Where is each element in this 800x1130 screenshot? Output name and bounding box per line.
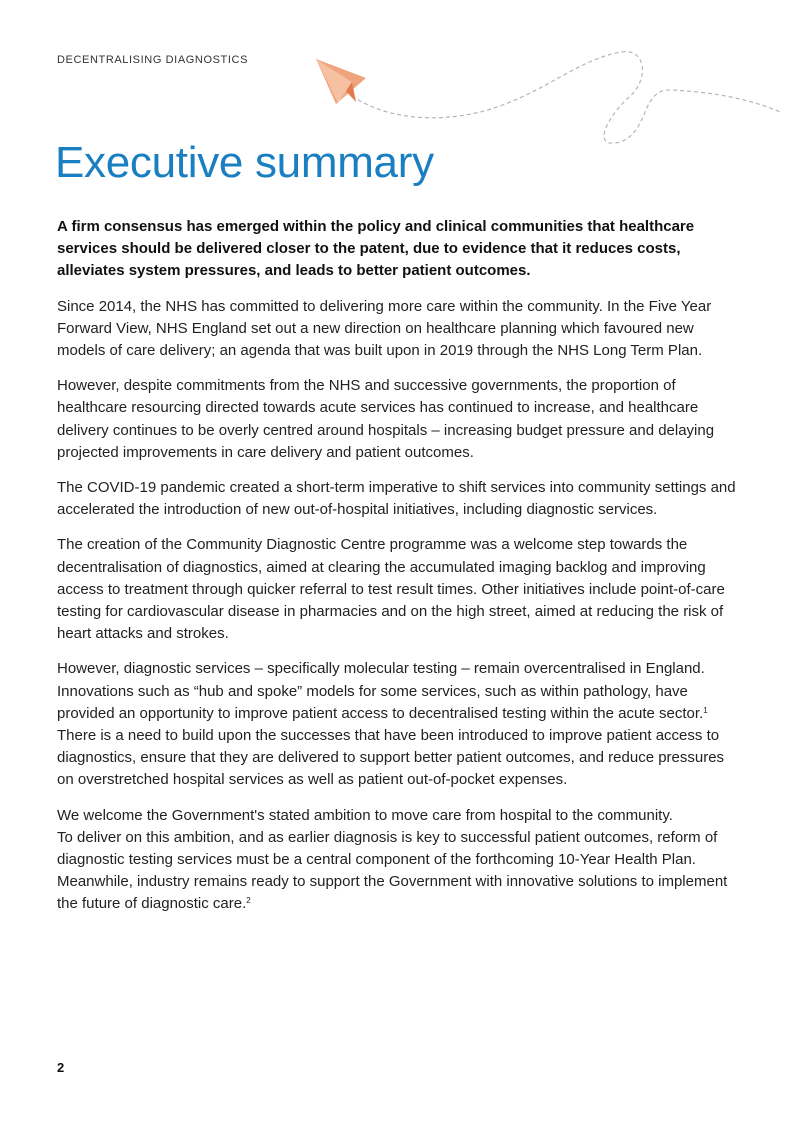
paragraph: The creation of the Community Diagnostic Centre programme was a welcome step towards the decentralisation of diagnostics, aimed at clearing the accumulated imaging backlog and improving access to treatment through quicker referral to test result times. Other initiatives include point-of-care testing for cardiovascular disease in pharmacies and on the high street, aimed at reducing the risk of heart attacks and strokes.	[57, 536, 725, 643]
paper-plane-decoration	[300, 40, 790, 150]
paragraph	[57, 658, 737, 791]
paragraph-text: However, diagnostic services – specifically molecular testing – remain overcentralised in England. Innovations such as “hub and spoke” models for some services, such as within pathology, have provided an opportunity to improve patient access to decentralised testing within the acute sector.	[57, 660, 705, 722]
page-title: Executive summary	[55, 138, 434, 187]
running-header: DECENTRALISING DIAGNOSTICS	[57, 54, 249, 66]
paragraph-text: We welcome the Government's stated ambition to move care from hospital to the community.	[57, 806, 673, 824]
dashed-flight-trail	[352, 52, 780, 144]
paper-plane-icon	[316, 59, 366, 104]
paragraph	[57, 805, 737, 916]
paragraph-text: To deliver on this ambition, and as earlier diagnosis is key to successful patient outcomes, reform of diagnostic testing services must be a central component of the forthcoming 10-Year Health Plan.	[57, 828, 718, 869]
paragraph: The COVID-19 pandemic created a short-term imperative to shift services into community settings and accelerated the introduction of new out-of-hospital initiatives, including diagnostic services.	[57, 479, 736, 519]
footnote-ref[interactable]: 1	[703, 705, 708, 715]
paragraph: However, despite commitments from the NHS and successive governments, the proportion of healthcare resourcing directed towards acute services has continued to increase, and healthcare delivery continues to be overly centred around hospitals – increasing budget pressure and delaying projected improvements in care delivery and patient outcomes.	[57, 377, 715, 461]
summary-body	[57, 216, 737, 929]
paragraph-text: There is a need to build upon the successes that have been introduced to improve patient access to diagnostics, ensure that they are delivered to support better patient outcomes, and reduce pressures on overstretched hospital services as well as patient out-of-pocket expenses.	[57, 727, 725, 789]
paragraph-text: Meanwhile, industry remains ready to support the Government with innovative solutions to implement the future of diagnostic care.	[57, 873, 728, 913]
paragraph: Since 2014, the NHS has committed to delivering more care within the community. In the Five Year Forward View, NHS England set out a new direction on healthcare planning which favoured new models of care delivery; an agenda that was built upon in 2019 through the NHS Long Term Plan.	[57, 297, 712, 360]
footnote-ref[interactable]: 2	[246, 896, 251, 906]
page-number: 2	[57, 1060, 65, 1075]
lead-paragraph: A firm consensus has emerged within the policy and clinical communities that healthcare services should be delivered closer to the patent, due to evidence that it reduces costs, alleviates system pressures, and leads to better patient outcomes.	[57, 218, 695, 280]
